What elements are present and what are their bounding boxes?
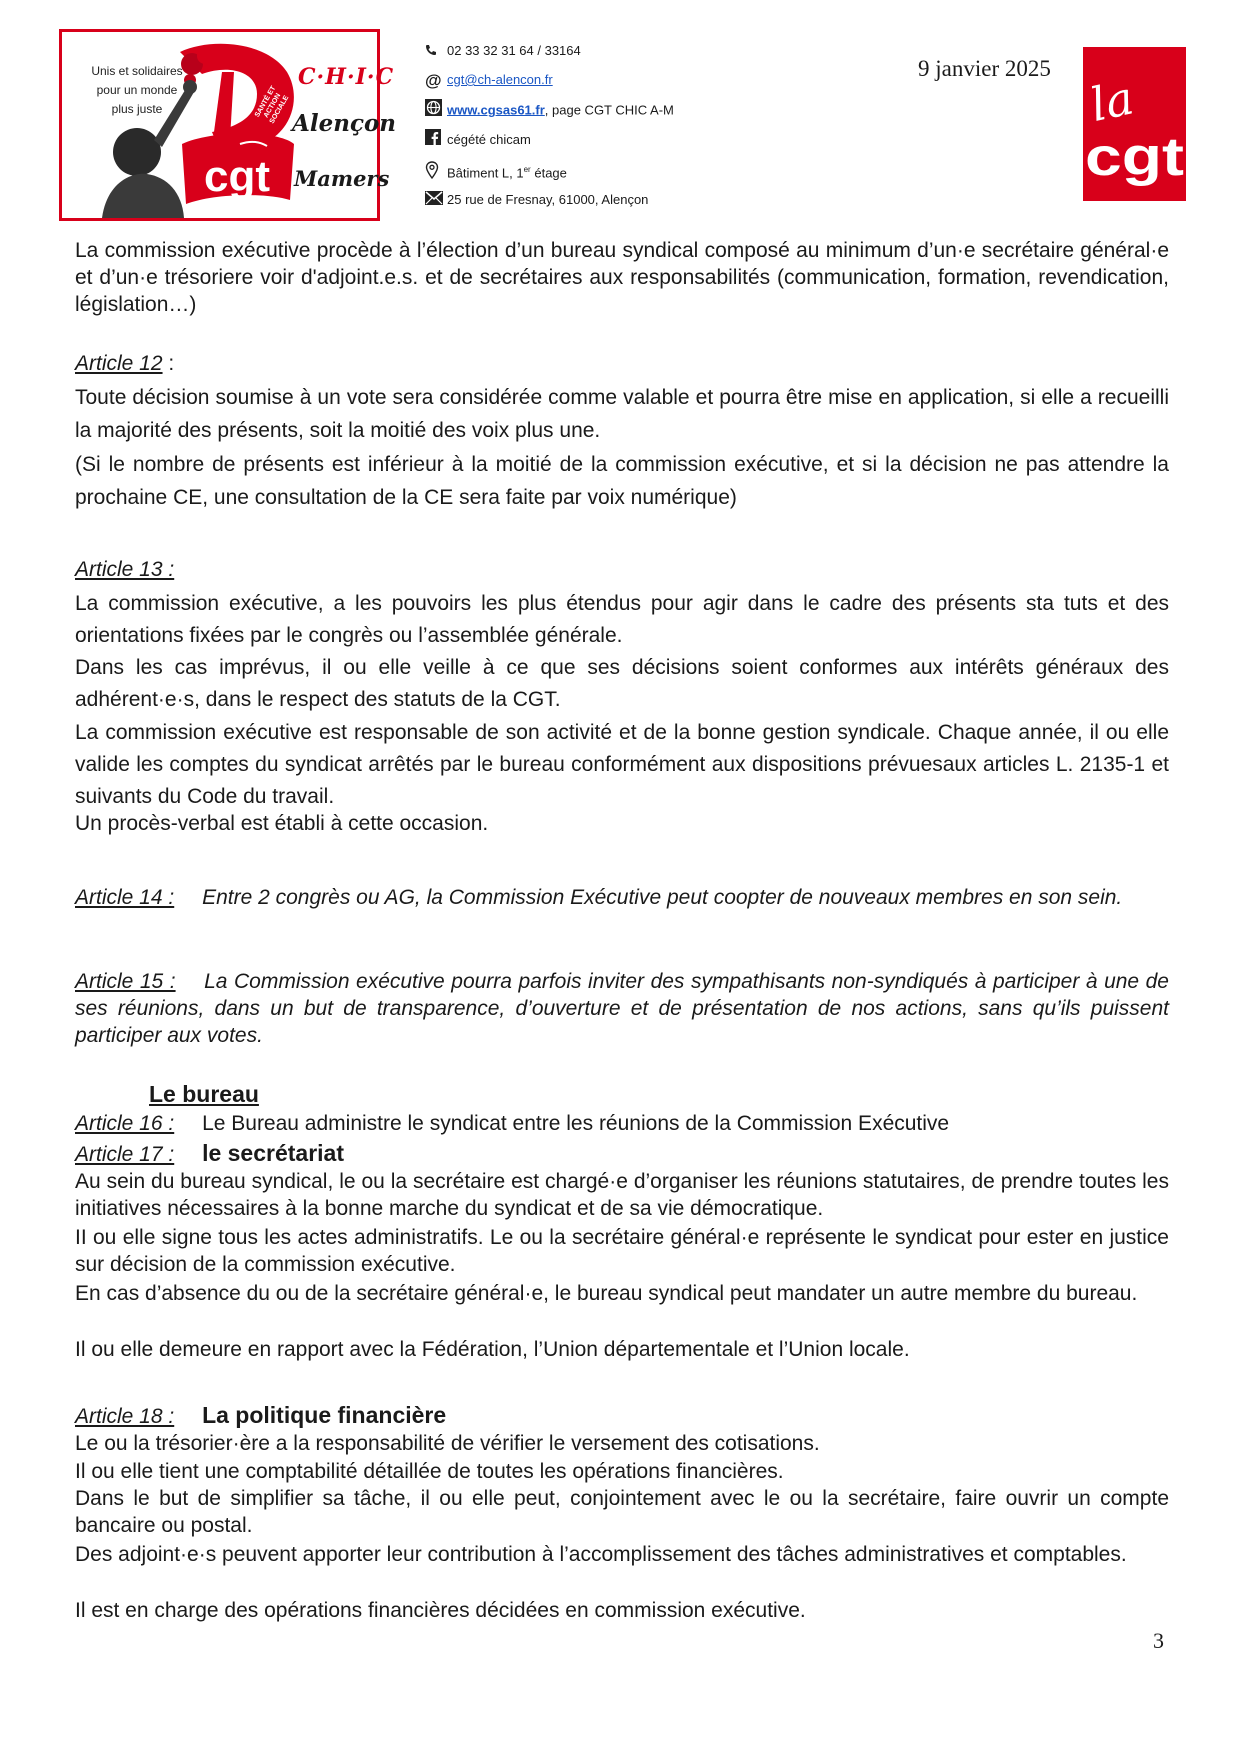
article-17-p4: Il ou elle demeure en rapport avec la Fédération, l’Union départementale et l’Union locale. (75, 1338, 910, 1361)
article-12-p1: Toute décision soumise à un vote sera considérée comme valable et pourra être mise en application, si elle a recueilli la majorité des présents, soit la moitié des voix plus une. (75, 386, 1169, 442)
article-15 (75, 968, 1169, 1049)
article-18-p2: Il ou elle tient une comptabilité détaillée de toutes les opérations financières. (75, 1460, 784, 1483)
document-date: 9 janvier 2025 (918, 56, 1051, 81)
article-13-p4: Un procès-verbal est établi à cette occasion. (75, 812, 489, 835)
article-17-p1: Au sein du bureau syndical, le ou la secrétaire est chargé·e d’organiser les réunions statutaires, de prendre toutes les initiatives nécessaires à la bonne marche du syndicat et de sa vie démocratique. (75, 1170, 1169, 1220)
mail-icon (425, 190, 447, 212)
slogan-line: Unis et solidaires (91, 64, 183, 78)
building-text: Bâtiment L, 1 (447, 165, 524, 181)
article-12-p2: (Si le nombre de présents est inférieur à la moitié de la commission exécutive, et si la décision ne pas attendre la prochaine CE, une consultation de la CE sera faite par voix numérique) (75, 453, 1169, 509)
article-18-p1: Le ou la trésorier·ère a la responsabilité de vérifier le versement des cotisations. (75, 1432, 820, 1455)
article-18-title: La politique financière (202, 1402, 447, 1428)
article-16 (75, 1110, 1169, 1137)
logo-slogan (82, 62, 192, 119)
article-18-p5: Il est en charge des opérations financières décidées en commission exécutive. (75, 1599, 806, 1622)
intro-text: La commission exécutive procède à l’élection d’un bureau syndical composé au minimum d’un·e secrétaire général·e et d’un·e trésoriere voir d'adjoint.e.s. et de secrétaires aux responsabilités (communication, formation, revendication, législation…) (75, 239, 1169, 316)
intro-paragraph (75, 237, 1169, 318)
article-17-title: le secrétariat (202, 1140, 344, 1166)
slogan-line: plus juste (111, 102, 163, 116)
article-14-label: Article 14 : (75, 886, 175, 909)
article-13-p2: Dans les cas imprévus, il ou elle veille à ce que ses décisions soient conformes aux intérêts généraux des adhérent·e·s, dans le respect des statuts de la CGT. (75, 656, 1169, 711)
article-15-label: Article 15 : (75, 970, 176, 993)
article-17-p2: II ou elle signe tous les actes administratifs. Le ou la secrétaire général·e représente le syndicat pour ester en justice sur décision de la commission exécutive. (75, 1226, 1169, 1276)
cgt-logo-icon (1083, 47, 1186, 201)
article-14 (75, 884, 1169, 911)
at-icon: @ (425, 70, 442, 90)
article-18-heading (75, 1402, 1169, 1430)
building-sup: er (523, 165, 531, 174)
cgt-logo-la: la (1085, 70, 1139, 133)
building-suffix: étage (530, 165, 567, 181)
facebook-text: cégété chicam (447, 132, 531, 147)
article-13-p3: La commission exécutive est responsable de son activité et de la bonne gestion syndicale. Chaque année, il ou elle valide les comptes du syndicat arrêtés par le bureau conformément aux dispositions prévuesaux articles L. 2135-1 et suivants du Code du travail. (75, 721, 1169, 808)
contact-website (425, 99, 674, 121)
article-14-text: Entre 2 congrès ou AG, la Commission Exécutive peut coopter de nouveaux membres en son sein. (202, 886, 1123, 909)
logo-cgt-text: cgt (204, 152, 270, 201)
website-suffix: , page CGT CHIC A-M (544, 102, 674, 118)
logo-sante-text: SANTÉ ET ACTION SOCIALE (253, 85, 291, 125)
phone-icon (425, 41, 447, 63)
article-17-p3: En cas d’absence du ou de la secrétaire général·e, le bureau syndical peut mandater un autre membre du bureau. (75, 1282, 1138, 1305)
union-logo (59, 29, 397, 221)
logo-mamers-text: Mamers (294, 166, 390, 191)
logo-alencon-text: Alençon (292, 110, 397, 137)
article-12-sep: : (162, 352, 175, 375)
contact-facebook (425, 129, 531, 151)
article-13-heading (75, 556, 1169, 583)
page-number: 3 (1153, 1628, 1164, 1653)
contact-phone (425, 40, 581, 62)
contact-address (425, 189, 648, 211)
cgt-logo-cgt: cgt (1085, 127, 1185, 187)
location-pin-icon (425, 161, 447, 186)
article-13-label: Article 13 : (75, 558, 175, 581)
contact-email (425, 69, 553, 91)
section-heading-bureau: Le bureau (149, 1081, 259, 1107)
facebook-icon (425, 129, 447, 152)
slogan-line: pour un monde (96, 83, 178, 97)
article-18-p4: Des adjoint·e·s peuvent apporter leur contribution à l’accomplissement des tâches administratives et comptables. (75, 1543, 1127, 1566)
website-link[interactable]: www.cgsas61.fr (447, 102, 545, 118)
contact-building (425, 159, 567, 181)
article-12-label: Article 12 (75, 352, 163, 375)
article-13-p1: La commission exécutive, a les pouvoirs les plus étendus pour agir dans le cadre des présents sta tuts et des orientations fixées par le congrès ou l’assemblée générale. (75, 592, 1169, 647)
address-text: 25 rue de Fresnay, 61000, Alençon (447, 192, 649, 207)
article-17-label: Article 17 : (75, 1143, 175, 1166)
article-15-text: La Commission exécutive pourra parfois inviter des sympathisants non-syndiqués à participer à une de ses réunions, dans un but de transparence, d’ouverture et de présentation de nos actions, sans qu’ils puissent participer aux votes. (75, 970, 1169, 1047)
phone-text: 02 33 32 31 64 / 33164 (447, 43, 581, 58)
article-16-text: Le Bureau administre le syndicat entre les réunions de la Commission Exécutive (202, 1112, 950, 1135)
article-12-heading (75, 350, 1169, 377)
email-link[interactable]: cgt@ch-alencon.fr (447, 72, 553, 87)
article-18-p3: Dans le but de simplifier sa tâche, il ou elle peut, conjointement avec le ou la secrétaire, faire ouvrir un compte bancaire ou postal. (75, 1487, 1169, 1537)
globe-icon (425, 99, 447, 123)
article-16-label: Article 16 : (75, 1112, 175, 1135)
article-18-label: Article 18 : (75, 1405, 175, 1428)
article-17-heading (75, 1140, 1169, 1168)
logo-chic-text: C·H·I·C (298, 64, 395, 90)
